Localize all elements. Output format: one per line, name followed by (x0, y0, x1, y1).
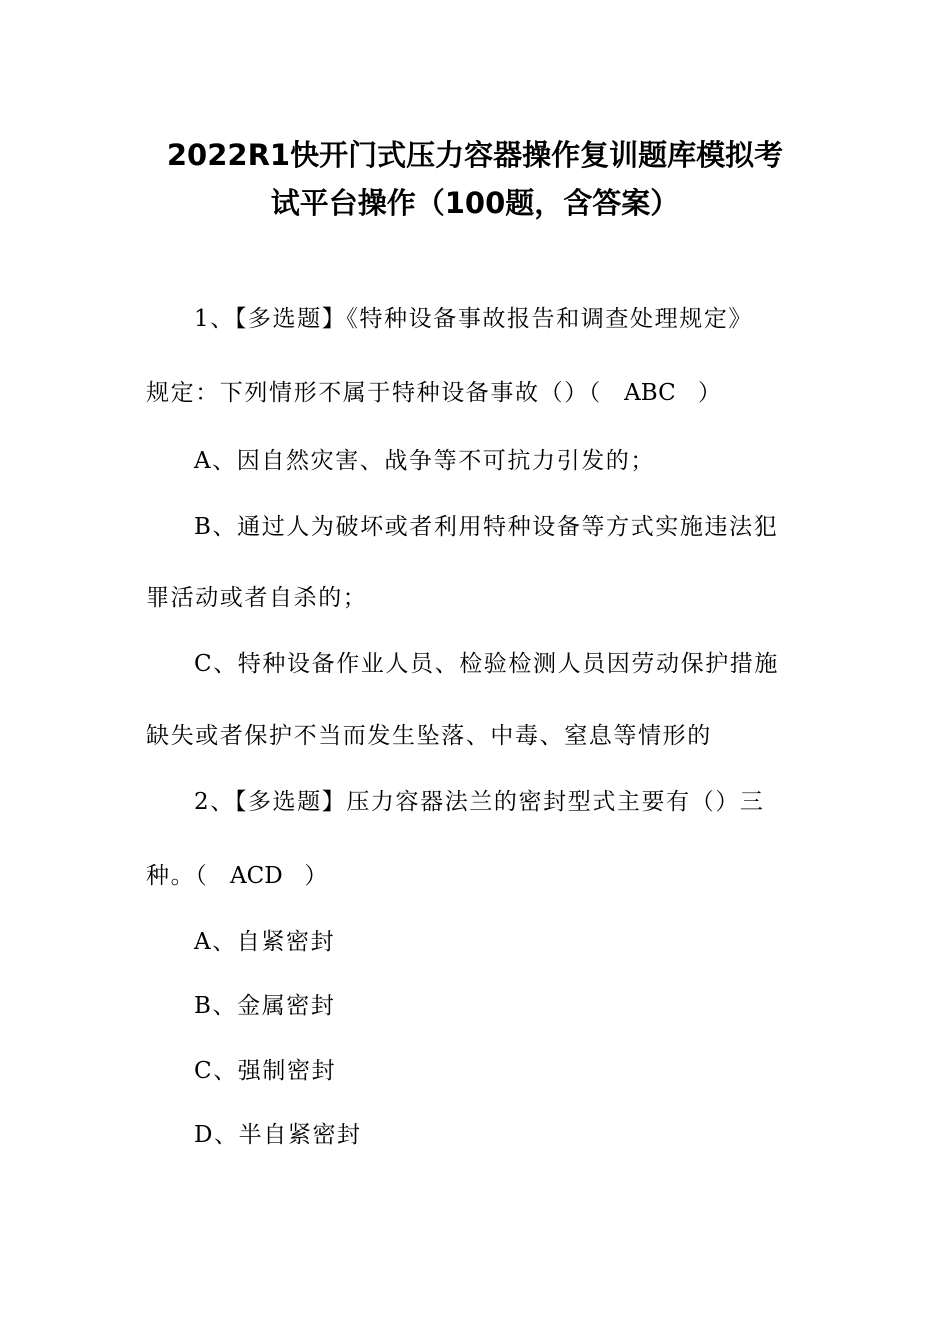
question-1-option-b: B、通过人为破坏或者利用特种设备等方式实施违法犯 (194, 514, 779, 540)
question-1-option-a: A、因自然灾害、战争等不可抗力引发的； (194, 448, 656, 474)
question-2-text-cont (146, 860, 329, 892)
question-1-text-line-2: 规定：下列情形不属于特种设备事故（）（ (146, 380, 602, 406)
question-2-text-line-2: 种。（ (146, 863, 209, 889)
question-2-close-paren: ） (304, 863, 329, 889)
question-1-answer: ABC (624, 380, 676, 406)
question-1-option-c: C、特种设备作业人员、检验检测人员因劳动保护措施 (194, 651, 779, 677)
question-2-option-b: B、金属密封 (194, 993, 336, 1019)
question-2-answer: ACD (229, 863, 283, 889)
document-title-line-1: 2022R1快开门式压力容器操作复训题库模拟考 (166, 138, 784, 172)
question-1-text-cont (146, 377, 723, 409)
question-1-text: 1、【多选题】《特种设备事故报告和调查处理规定》 (194, 306, 754, 332)
question-2-option-a: A、自紧密封 (194, 929, 336, 955)
document-title-line-2: 试平台操作（100题，含答案） (270, 186, 680, 220)
question-1-close-paren: ） (697, 380, 723, 406)
question-2-option-d: D、半自紧密封 (194, 1122, 362, 1148)
question-2-option-c: C、强制密封 (194, 1058, 337, 1084)
question-1-option-c-cont: 缺失或者保护不当而发生坠落、中毒、窒息等情形的 (146, 723, 712, 749)
question-1-option-b-cont: 罪活动或者自杀的； (146, 585, 368, 611)
question-2-text: 2、【多选题】压力容器法兰的密封型式主要有（）三 (194, 789, 765, 815)
